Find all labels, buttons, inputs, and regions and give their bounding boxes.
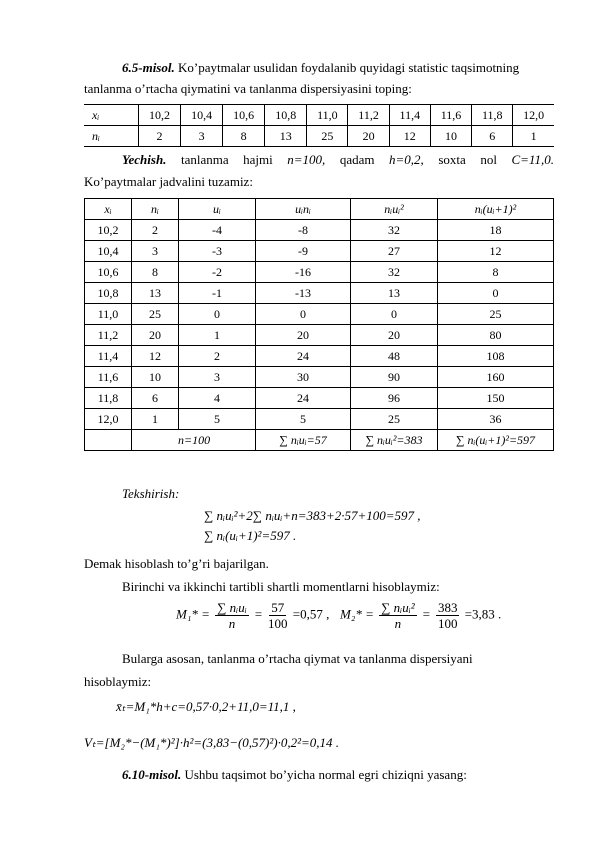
m2-numerator: ∑ nᵢuᵢ² (381, 600, 415, 615)
moment-2-formula: M₂* = $\frac{\text{∑ nᵢuᵢ²}}{n}$ = $\frac{383}{100}$ =3,83 . (340, 600, 502, 631)
cell: 90 (351, 367, 438, 388)
table-row (85, 325, 554, 346)
cell: 10,8 (85, 283, 132, 304)
cell: 10,4 (85, 241, 132, 262)
solution-word: Yechish. (122, 152, 167, 167)
cell: 12 (132, 346, 179, 367)
x-cell: 11,8 (472, 105, 513, 126)
cell: 10,2 (85, 220, 132, 241)
total-n: n=100 (132, 430, 256, 451)
m2-denominator: n (394, 616, 402, 631)
cell: 11,2 (85, 325, 132, 346)
cell: 8 (438, 262, 554, 283)
x-cell: 10,6 (223, 105, 265, 126)
table-row (85, 262, 554, 283)
cell: 150 (438, 388, 554, 409)
m1-denominator: n (228, 616, 236, 631)
intro-text-2: tanlanma o’rtacha qiymatini va tanlanma dispersiyasini toping: (84, 81, 412, 96)
x-cell: 10,4 (181, 105, 223, 126)
cell: -13 (256, 283, 351, 304)
example-title: 6.5-misol. (122, 60, 175, 75)
total-nu2: ∑ nᵢuᵢ²=383 (351, 430, 438, 451)
next-example-text: Ushbu taqsimot bo’yicha normal egri chiziqni yasang: (181, 767, 467, 782)
n-cell: 13 (265, 126, 307, 147)
cell: -2 (179, 262, 256, 283)
x-label: xᵢ (84, 105, 139, 126)
n-row (84, 126, 554, 147)
cell: 8 (132, 262, 179, 283)
cell (85, 430, 132, 451)
cell: 0 (179, 304, 256, 325)
products-table (84, 198, 554, 451)
n-cell: 2 (139, 126, 181, 147)
basis-line-1: Bularga asosan, tanlanma o’rtacha qiymat va tanlanma dispersiyani (122, 651, 473, 666)
x-cell: 10,2 (139, 105, 181, 126)
x-cell: 11,4 (389, 105, 430, 126)
totals-row (85, 430, 554, 451)
table-row (85, 409, 554, 430)
check-label: Tekshirish: (122, 486, 180, 501)
cell: 0 (438, 283, 554, 304)
cell: 12,0 (85, 409, 132, 430)
cell: 10,6 (85, 262, 132, 283)
cell: 20 (132, 325, 179, 346)
solution-w2: hajmi (243, 152, 273, 167)
next-example (122, 767, 467, 783)
cell: 0 (351, 304, 438, 325)
table-row (85, 220, 554, 241)
cell: 13 (132, 283, 179, 304)
cell: 96 (351, 388, 438, 409)
conclusion: Demak hisoblash to’g’ri bajarilgan. (84, 556, 269, 571)
n-cell: 6 (472, 126, 513, 147)
header-cell: uᵢnᵢ (256, 199, 351, 220)
n-cell: 10 (430, 126, 471, 147)
cell: 24 (256, 388, 351, 409)
cell: 18 (438, 220, 554, 241)
intro-text-1: Ko’paytmalar usulidan foydalanib quyidagi statistic taqsimotning (174, 60, 520, 75)
cell: 48 (351, 346, 438, 367)
solution-w5: h=0,2, (389, 152, 424, 167)
cell: 12 (438, 241, 554, 262)
cell: 24 (256, 346, 351, 367)
intro-line-2 (84, 81, 412, 97)
solution-w3: n=100, (287, 152, 326, 167)
solution-line (122, 152, 554, 168)
cell: -9 (256, 241, 351, 262)
cell: 1 (179, 325, 256, 346)
next-example-title: 6.10-misol. (122, 767, 182, 782)
cell: 13 (351, 283, 438, 304)
cell: 25 (438, 304, 554, 325)
n-cell: 8 (223, 126, 265, 147)
header-cell: xᵢ (85, 199, 132, 220)
solution-w7: nol (480, 152, 497, 167)
moment-1-formula: M₁* = $\frac{\text{∑ nᵢuᵢ}}{n}$ = $\frac{57}{100}$ =0,57 , (176, 600, 330, 631)
cell: 2 (132, 220, 179, 241)
cell: 160 (438, 367, 554, 388)
cell: -1 (179, 283, 256, 304)
n-cell: 1 (513, 126, 554, 147)
cell: 11,4 (85, 346, 132, 367)
table-row (85, 388, 554, 409)
n-cell: 20 (348, 126, 389, 147)
x-cell: 10,8 (265, 105, 307, 126)
total-n-u1: ∑ nᵢ(uᵢ+1)²=597 (438, 430, 554, 451)
cell: 2 (179, 346, 256, 367)
header-cell: nᵢ(uᵢ+1)² (438, 199, 554, 220)
cell: 11,8 (85, 388, 132, 409)
header-row (85, 199, 554, 220)
total-un: ∑ nᵢuᵢ=57 (256, 430, 351, 451)
intro-line-1 (122, 60, 519, 76)
table-row (85, 346, 554, 367)
x-cell: 11,0 (307, 105, 348, 126)
cell: 6 (132, 388, 179, 409)
cell: 27 (351, 241, 438, 262)
solution-w1: tanlanma (180, 152, 229, 167)
cell: -4 (179, 220, 256, 241)
cell: 36 (438, 409, 554, 430)
variance-formula: Vₜ=[M₂*−(M₁*)²]·h²=(3,83−(0,57)²)·0,2²=0,14 . (84, 735, 340, 750)
cell: 25 (132, 304, 179, 325)
solution-line-2 (84, 174, 253, 190)
cell: 5 (179, 409, 256, 430)
check-formula-1: ∑ nᵢuᵢ²+2∑ nᵢuᵢ+n=383+2·57+100=597 , (204, 508, 421, 523)
m1-numerator: ∑ nᵢuᵢ (217, 600, 247, 615)
cell: 32 (351, 220, 438, 241)
mean-formula: x̄ₜ=M₁*h+c=0,57·0,2+11,0=11,1 , (116, 699, 296, 714)
cell: 11,0 (85, 304, 132, 325)
check-formula-2: ∑ nᵢ(uᵢ+1)²=597 . (204, 528, 297, 543)
table-row (85, 367, 554, 388)
x-cell: 11,6 (430, 105, 471, 126)
cell: 108 (438, 346, 554, 367)
header-cell: uᵢ (179, 199, 256, 220)
cell: 20 (256, 325, 351, 346)
x-cell: 11,2 (348, 105, 389, 126)
cell: 5 (256, 409, 351, 430)
cell: 0 (256, 304, 351, 325)
cell: 25 (351, 409, 438, 430)
solution-w4: qadam (339, 152, 375, 167)
x-row (84, 105, 554, 126)
moments-text: Birinchi va ikkinchi tartibli shartli momentlarni hisoblaymiz: (122, 579, 440, 594)
cell: 32 (351, 262, 438, 283)
cell: 11,6 (85, 367, 132, 388)
table-row (85, 241, 554, 262)
basis-line-2: hisoblaymiz: (84, 674, 152, 689)
solution-text-2: Ko’paytmalar jadvalini tuzamiz: (84, 174, 253, 189)
x-cell: 12,0 (513, 105, 554, 126)
n-cell: 25 (307, 126, 348, 147)
cell: 3 (132, 241, 179, 262)
table-row (85, 304, 554, 325)
cell: 1 (132, 409, 179, 430)
table-row (85, 283, 554, 304)
cell: -3 (179, 241, 256, 262)
header-cell: nᵢ (132, 199, 179, 220)
cell: 30 (256, 367, 351, 388)
solution-w8: C=11,0. (511, 152, 554, 167)
n-label: nᵢ (92, 128, 100, 143)
cell: 3 (179, 367, 256, 388)
cell: -16 (256, 262, 351, 283)
header-cell: nᵢuᵢ² (351, 199, 438, 220)
cell: -8 (256, 220, 351, 241)
cell: 80 (438, 325, 554, 346)
cell: 4 (179, 388, 256, 409)
distribution-table (84, 104, 554, 147)
cell: 10 (132, 367, 179, 388)
solution-w6: soxta (438, 152, 466, 167)
n-cell: 3 (181, 126, 223, 147)
n-cell: 12 (389, 126, 430, 147)
cell: 20 (351, 325, 438, 346)
